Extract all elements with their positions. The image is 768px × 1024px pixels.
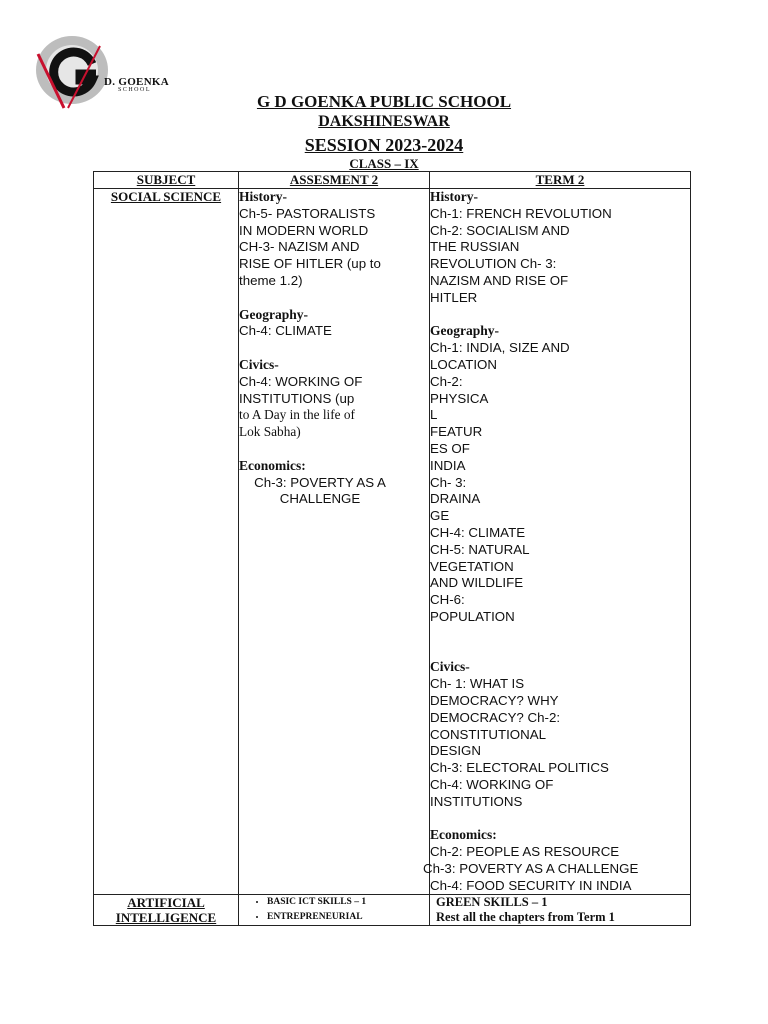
syllabus-line: NAZISM AND RISE OF [430, 272, 569, 288]
section-label: Economics: [239, 457, 306, 473]
syllabus-line: Ch-2: [430, 373, 463, 389]
section-label: Economics: [430, 827, 497, 843]
syllabus-line: IN MODERN WORLD [239, 222, 369, 238]
class-title: CLASS – IX [349, 156, 419, 171]
syllabus-line: CH-4: CLIMATE [430, 524, 526, 540]
header-term: TERM 2 [430, 172, 691, 189]
syllabus-line: L [430, 407, 438, 423]
syllabus-line: PHYSICA [430, 390, 489, 406]
syllabus-line: ES OF [430, 440, 470, 456]
section-label: Civics- [430, 659, 470, 675]
syllabus-line: Ch-2: SOCIALISM AND [430, 222, 570, 238]
syllabus-line: DESIGN [430, 743, 481, 759]
syllabus-line: theme 1.2) [239, 272, 303, 288]
section-label: History- [430, 189, 478, 204]
section-label: History- [239, 189, 287, 204]
header-subject: SUBJECT [94, 172, 239, 189]
logo-text: D. GOENKA [104, 76, 170, 88]
section-label: Geography- [430, 323, 499, 339]
school-name: G D GOENKA PUBLIC SCHOOL [256, 92, 512, 111]
table-row [94, 189, 691, 895]
syllabus-line: INSTITUTIONS (up [239, 390, 355, 406]
list-item: • BASIC ICT SKILLS – 1 [267, 895, 429, 910]
syllabus-line: to A Day in the life of [239, 407, 355, 423]
syllabus-line: FEATUR [430, 424, 483, 440]
syllabus-line: INSTITUTIONS [430, 793, 523, 809]
subject-social-science: SOCIAL SCIENCE [110, 189, 222, 204]
header-assessment: ASSESMENT 2 [239, 172, 430, 189]
syllabus-line: DEMOCRACY? WHY [430, 692, 559, 708]
subject-cell [94, 189, 239, 895]
syllabus-line: GE [430, 508, 450, 524]
syllabus-line: POPULATION [430, 608, 515, 624]
syllabus-table [93, 171, 691, 926]
syllabus-line: DRAINA [430, 491, 481, 507]
section-label: Geography- [239, 306, 308, 322]
subject-ai-line2: INTELLIGENCE [115, 910, 217, 926]
session-title: SESSION 2023-2024 [304, 135, 464, 155]
syllabus-line: DEMOCRACY? Ch-2: [430, 709, 561, 725]
syllabus-line: Ch-3: POVERTY AS A CHALLENGE [423, 860, 639, 876]
syllabus-line: Ch-4: FOOD SECURITY IN INDIA [430, 877, 632, 893]
syllabus-line: RISE OF HITLER (up to [239, 256, 381, 272]
syllabus-line: Ch- 3: [430, 474, 467, 490]
syllabus-line: CH-6: [430, 592, 465, 608]
syllabus-line: Ch-4: CLIMATE [239, 323, 332, 339]
syllabus-line: CH-3- NAZISM AND [239, 239, 360, 255]
syllabus-line: CONSTITUTIONAL [430, 726, 546, 742]
syllabus-line: Ch-1: FRENCH REVOLUTION [430, 205, 612, 221]
syllabus-line: INDIA [430, 457, 466, 473]
syllabus-line: Lok Sabha) [239, 424, 301, 440]
logo-subtext: SCHOOL [118, 87, 152, 93]
syllabus-line: Ch-5- PASTORALISTS [239, 205, 376, 221]
syllabus-line: HITLER [430, 289, 478, 305]
term-line: Rest all the chapters from Term 1 [436, 910, 615, 925]
term-cell [430, 895, 691, 926]
syllabus-line: CH-5: NATURAL [430, 541, 530, 557]
syllabus-line: Ch-2: PEOPLE AS RESOURCE [430, 844, 620, 860]
syllabus-line: Ch-3: ELECTORAL POLITICS [430, 760, 609, 776]
syllabus-line: Ch-4: WORKING OF [430, 776, 554, 792]
subject-ai-line1: ARTIFICIAL [127, 895, 205, 911]
subject-cell [94, 895, 239, 926]
school-location: DAKSHINESWAR [318, 113, 450, 130]
assessment-cell [239, 189, 430, 895]
syllabus-line: REVOLUTION Ch- 3: [430, 256, 557, 272]
term-line: GREEN SKILLS – 1 [436, 895, 548, 910]
syllabus-line: LOCATION [430, 356, 497, 372]
list-item: • ENTREPRENEURIAL [267, 910, 429, 925]
table-header-row [94, 172, 691, 189]
syllabus-line: VEGETATION [430, 558, 514, 574]
syllabus-line: Ch-1: INDIA, SIZE AND [430, 340, 570, 356]
term-cell [423, 189, 691, 895]
syllabus-line: Ch-4: WORKING OF [239, 373, 363, 389]
syllabus-line: AND WILDLIFE [430, 575, 524, 591]
syllabus-line: THE RUSSIAN [430, 239, 520, 255]
syllabus-line: Ch-3: POVERTY AS A [254, 474, 386, 490]
section-label: Civics- [239, 356, 279, 372]
table-row [94, 895, 691, 926]
assessment-cell [239, 895, 430, 926]
syllabus-line: CHALLENGE [279, 491, 361, 507]
syllabus-line: Ch- 1: WHAT IS [430, 676, 525, 692]
